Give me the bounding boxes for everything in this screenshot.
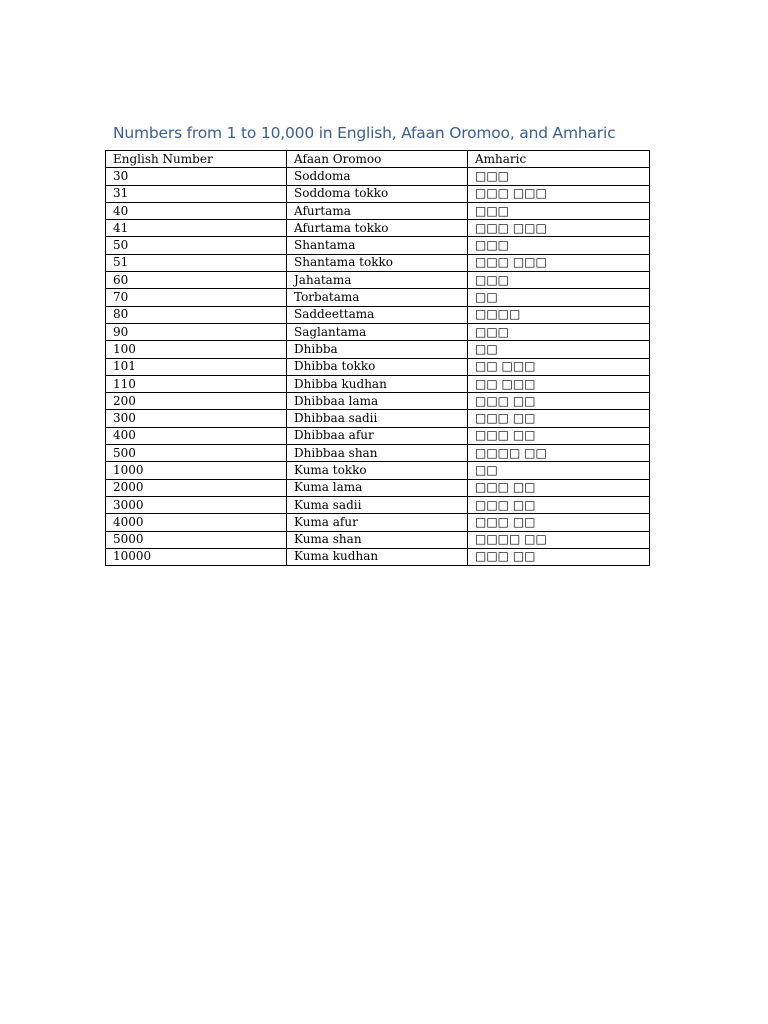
table-row bbox=[106, 254, 650, 271]
cell-amharic: □□□ bbox=[468, 202, 650, 219]
cell-english: 90 bbox=[106, 323, 287, 340]
cell-english: 60 bbox=[106, 272, 287, 289]
table-row bbox=[106, 168, 650, 185]
cell-amharic: □□ □□□ bbox=[468, 375, 650, 392]
cell-english: 51 bbox=[106, 254, 287, 271]
cell-english: 200 bbox=[106, 393, 287, 410]
table-row bbox=[106, 341, 650, 358]
cell-oromoo: Soddoma tokko bbox=[287, 185, 468, 202]
cell-oromoo: Dhibba kudhan bbox=[287, 375, 468, 392]
cell-oromoo: Soddoma bbox=[287, 168, 468, 185]
table-row bbox=[106, 548, 650, 565]
cell-english: 3000 bbox=[106, 496, 287, 513]
cell-amharic: □□ bbox=[468, 289, 650, 306]
cell-amharic: □□ bbox=[468, 341, 650, 358]
cell-amharic: □□ bbox=[468, 462, 650, 479]
cell-oromoo: Dhibba tokko bbox=[287, 358, 468, 375]
cell-amharic: □□□ □□ bbox=[468, 496, 650, 513]
table-row bbox=[106, 427, 650, 444]
cell-english: 10000 bbox=[106, 548, 287, 565]
header-english-number: English Number bbox=[106, 151, 287, 168]
cell-oromoo: Kuma tokko bbox=[287, 462, 468, 479]
table-row bbox=[106, 410, 650, 427]
cell-english: 30 bbox=[106, 168, 287, 185]
cell-english: 1000 bbox=[106, 462, 287, 479]
cell-amharic: □□□ □□ bbox=[468, 548, 650, 565]
cell-oromoo: Shantama tokko bbox=[287, 254, 468, 271]
cell-amharic: □□□ □□ bbox=[468, 514, 650, 531]
cell-amharic: □□□ bbox=[468, 237, 650, 254]
cell-english: 400 bbox=[106, 427, 287, 444]
cell-oromoo: Afurtama bbox=[287, 202, 468, 219]
cell-oromoo: Saddeettama bbox=[287, 306, 468, 323]
cell-amharic: □□□□ □□ bbox=[468, 445, 650, 462]
table-row bbox=[106, 237, 650, 254]
table-row bbox=[106, 185, 650, 202]
cell-oromoo: Kuma shan bbox=[287, 531, 468, 548]
numbers-table bbox=[105, 150, 650, 566]
cell-oromoo: Dhibbaa shan bbox=[287, 445, 468, 462]
cell-oromoo: Kuma kudhan bbox=[287, 548, 468, 565]
table-row bbox=[106, 445, 650, 462]
cell-oromoo: Dhibba bbox=[287, 341, 468, 358]
cell-amharic: □□□ □□ bbox=[468, 410, 650, 427]
cell-amharic: □□□ □□ bbox=[468, 479, 650, 496]
cell-amharic: □□□ bbox=[468, 323, 650, 340]
table-row bbox=[106, 496, 650, 513]
cell-english: 41 bbox=[106, 220, 287, 237]
table-row bbox=[106, 514, 650, 531]
cell-amharic: □□□□ bbox=[468, 306, 650, 323]
cell-oromoo: Kuma lama bbox=[287, 479, 468, 496]
cell-amharic: □□□ □□□ bbox=[468, 185, 650, 202]
table-row bbox=[106, 289, 650, 306]
cell-amharic: □□ □□□ bbox=[468, 358, 650, 375]
cell-english: 100 bbox=[106, 341, 287, 358]
cell-english: 2000 bbox=[106, 479, 287, 496]
cell-oromoo: Dhibbaa lama bbox=[287, 393, 468, 410]
header-amharic: Amharic bbox=[468, 151, 650, 168]
cell-amharic: □□□□ □□ bbox=[468, 531, 650, 548]
table-row bbox=[106, 202, 650, 219]
cell-english: 40 bbox=[106, 202, 287, 219]
cell-oromoo: Afurtama tokko bbox=[287, 220, 468, 237]
cell-english: 80 bbox=[106, 306, 287, 323]
cell-english: 101 bbox=[106, 358, 287, 375]
table-row bbox=[106, 323, 650, 340]
table-row bbox=[106, 462, 650, 479]
cell-oromoo: Dhibbaa afur bbox=[287, 427, 468, 444]
table-row bbox=[106, 393, 650, 410]
table-row bbox=[106, 220, 650, 237]
cell-amharic: □□□ □□□ bbox=[468, 220, 650, 237]
cell-oromoo: Torbatama bbox=[287, 289, 468, 306]
document-title: Numbers from 1 to 10,000 in English, Afaan Oromoo, and Amharic bbox=[113, 124, 616, 142]
cell-english: 5000 bbox=[106, 531, 287, 548]
cell-oromoo: Dhibbaa sadii bbox=[287, 410, 468, 427]
cell-oromoo: Kuma afur bbox=[287, 514, 468, 531]
table-row bbox=[106, 272, 650, 289]
cell-english: 500 bbox=[106, 445, 287, 462]
cell-amharic: □□□ □□ bbox=[468, 393, 650, 410]
cell-english: 70 bbox=[106, 289, 287, 306]
cell-oromoo: Jahatama bbox=[287, 272, 468, 289]
cell-english: 300 bbox=[106, 410, 287, 427]
table-row bbox=[106, 358, 650, 375]
cell-oromoo: Shantama bbox=[287, 237, 468, 254]
cell-amharic: □□□ □□□ bbox=[468, 254, 650, 271]
table-row bbox=[106, 375, 650, 392]
cell-english: 31 bbox=[106, 185, 287, 202]
cell-amharic: □□□ □□ bbox=[468, 427, 650, 444]
cell-amharic: □□□ bbox=[468, 168, 650, 185]
table-row bbox=[106, 531, 650, 548]
cell-amharic: □□□ bbox=[468, 272, 650, 289]
table-row bbox=[106, 479, 650, 496]
cell-oromoo: Saglantama bbox=[287, 323, 468, 340]
cell-english: 50 bbox=[106, 237, 287, 254]
cell-oromoo: Kuma sadii bbox=[287, 496, 468, 513]
cell-english: 4000 bbox=[106, 514, 287, 531]
table-row bbox=[106, 306, 650, 323]
header-afaan-oromoo: Afaan Oromoo bbox=[287, 151, 468, 168]
cell-english: 110 bbox=[106, 375, 287, 392]
table-header-row bbox=[106, 151, 650, 168]
